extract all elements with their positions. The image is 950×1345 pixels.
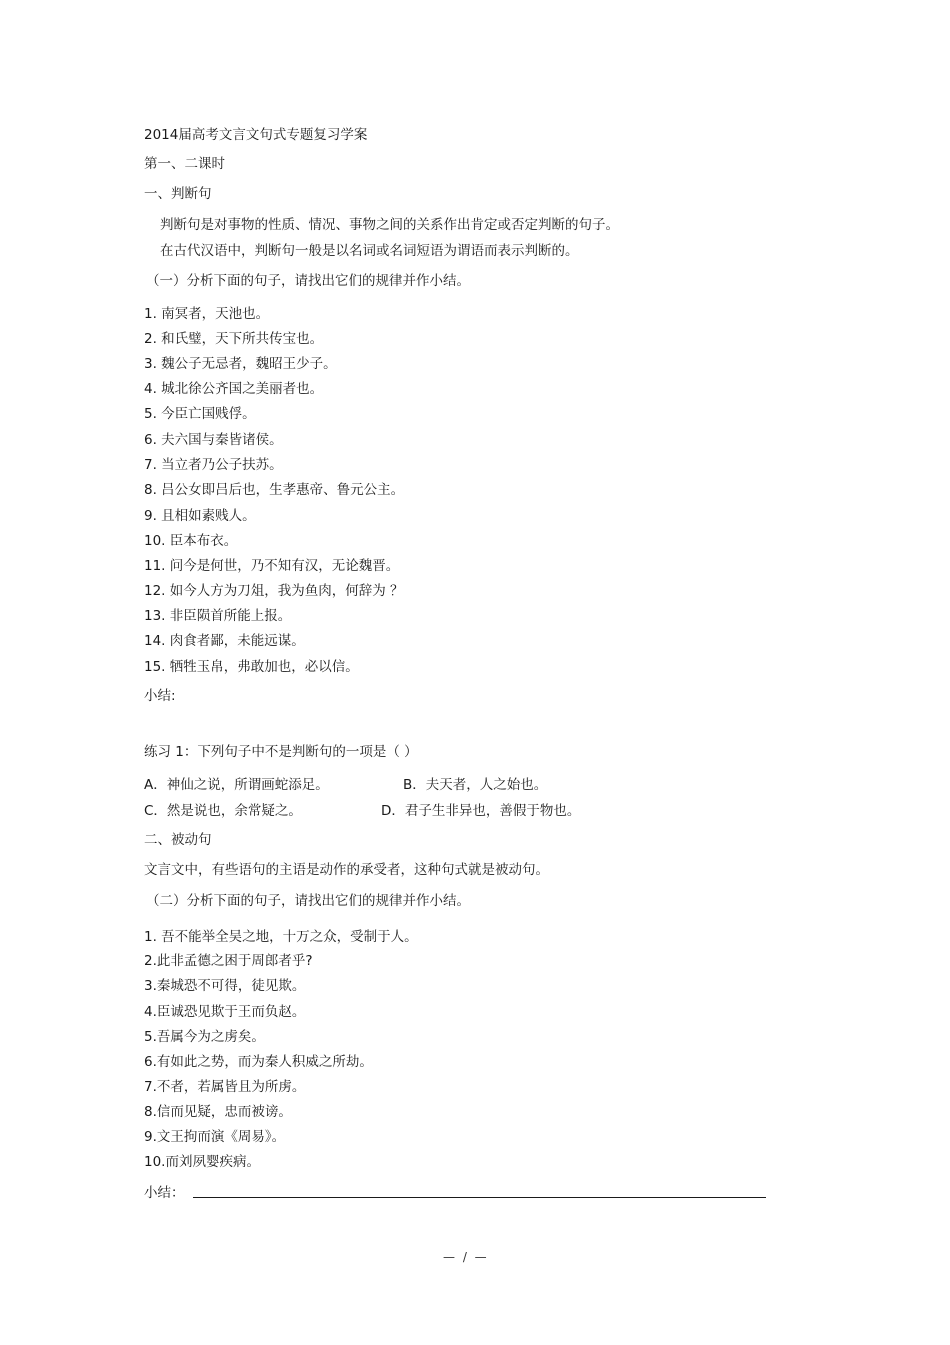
list-item: 9.文王拘而演《周易》。 [144,1129,286,1145]
summary-label: 小结: [144,688,176,704]
list-item: 15. 牺牲玉帛，弗敢加也，必以信。 [144,659,359,675]
summary-answer-line [193,1197,766,1198]
list-item: 4.臣诚恐见欺于王而负赵。 [144,1004,306,1020]
section2-heading: 二、被动句 [144,832,212,848]
list-item: 8.信而见疑，忠而被谤。 [144,1104,292,1120]
list-item: 4. 城北徐公齐国之美丽者也。 [144,381,324,397]
list-item: 13. 非臣陨首所能上报。 [144,608,292,624]
section2-task: （二）分析下面的句子，请找出它们的规律并作小结。 [146,893,470,909]
list-item: 2. 和氏璧，天下所共传宝也。 [144,331,324,347]
list-item: 1. 吾不能举全吴之地，十万之众，受制于人。 [144,929,418,945]
list-item: 8. 吕公女即吕后也，生孝惠帝、鲁元公主。 [144,482,405,498]
section1-heading: 一、判断句 [144,186,212,202]
list-item: 3.秦城恐不可得，徒见欺。 [144,978,306,994]
list-item: 1. 南冥者，天池也。 [144,306,270,322]
exercise-option-b: B．夫天者，人之始也。 [403,777,548,793]
list-item: 11. 问今是何世，乃不知有汉，无论魏晋。 [144,558,400,574]
list-item: 9. 且相如素贱人。 [144,508,256,524]
list-item: 12. 如今人方为刀俎，我为鱼肉，何辞为 ？ [144,583,404,599]
list-item: 5.吾属今为之虏矣。 [144,1029,265,1045]
list-item: 7. 当立者乃公子扶苏。 [144,457,283,473]
document-title: 2014届高考文言文句式专题复习学案 [144,127,368,143]
section1-task: （一）分析下面的句子，请找出它们的规律并作小结。 [146,273,470,289]
summary-label: 小结： [144,1185,185,1201]
list-item: 3. 魏公子无忌者，魏昭王少子。 [144,356,337,372]
page-number: — / — [443,1250,489,1264]
lesson-label: 第一、二课时 [144,156,225,172]
exercise-option-c: C．然是说也，余常疑之。 [144,803,302,819]
list-item: 6. 夫六国与秦皆诸侯。 [144,432,283,448]
list-item: 2.此非孟德之困于周郎者乎? [144,953,313,969]
list-item: 10. 臣本布衣。 [144,533,238,549]
exercise-option-d: D．君子生非异也，善假于物也。 [381,803,581,819]
list-item: 10.而刘夙婴疾病。 [144,1154,260,1170]
exercise-option-a: A．神仙之说，所谓画蛇添足。 [144,777,329,793]
list-item: 7.不者，若属皆且为所虏。 [144,1079,306,1095]
section2-intro: 文言文中，有些语句的主语是动作的承受者，这种句式就是被动句。 [144,862,549,878]
list-item: 14. 肉食者鄙，未能远谋。 [144,633,305,649]
section1-intro-2: 在古代汉语中，判断句一般是以名词或名词短语为谓语而表示判断的。 [160,243,579,259]
list-item: 6.有如此之势，而为秦人积威之所劫。 [144,1054,373,1070]
list-item: 5. 今臣亡国贱俘。 [144,406,256,422]
exercise-question: 练习 1：下列句子中不是判断句的一项是（ ） [144,744,418,760]
section1-intro-1: 判断句是对事物的性质、情况、事物之间的关系作出肯定或否定判断的句子。 [160,217,619,233]
